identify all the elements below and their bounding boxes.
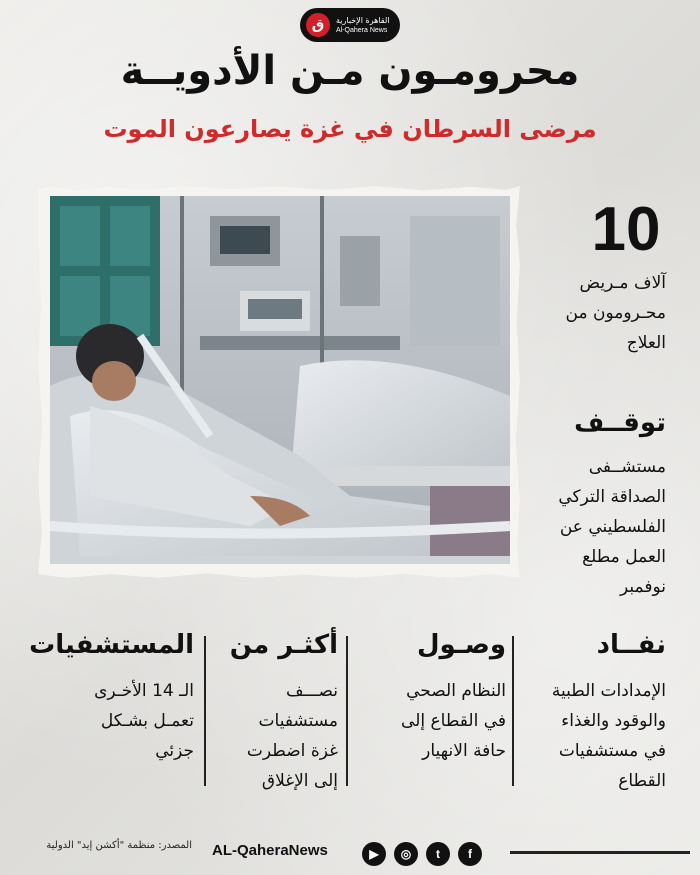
column-divider [204,636,206,786]
hospital-ward-image [50,196,510,564]
column-4-line: جزئي [155,741,194,761]
stat2-line-3: الفلسطيني عن [559,517,666,537]
column-2-line: النظام الصحي [406,681,506,701]
logo-badge-icon: ق [306,13,330,37]
logo-text [336,17,389,34]
column-3-body [188,676,338,796]
stat2-heading: توقــف [574,408,666,438]
column-1-body [516,676,666,796]
page-title: محرومـون مـن الأدويــة [120,48,580,94]
stat-big-number: 10 [591,195,661,264]
column-4-line: تعمـل بشـكل [100,711,194,731]
column-4-heading: المستشفيات [29,630,194,660]
column-divider [512,636,514,786]
stat2-line-5: نوفمبر [620,577,666,597]
page-subtitle: مرضى السرطان في غزة يصارعون الموت [103,115,597,143]
column-divider [346,636,348,786]
stat1-line-2: محـرومون من [565,303,666,323]
column-2-line: حافة الانهيار [422,741,506,761]
brand-logo [300,8,400,42]
hospital-photo [50,196,510,564]
logo-arabic: القاهرة الإخبارية [336,15,390,25]
column-4-line: الـ 14 الأخـرى [94,681,194,701]
twitter-icon[interactable]: t [426,842,450,866]
column-3-line: إلى الإغلاق [261,771,338,791]
instagram-icon[interactable]: ◎ [394,842,418,866]
column-1-line: في مستشفيات [558,741,666,761]
stat2-line-4: العمل مطلع [582,547,666,567]
column-2-heading: وصـول [416,630,506,660]
footer-brand: AL-QaheraNews [212,842,328,859]
column-1-line: القطاع [618,771,666,791]
column-3-line: مستشفيات [258,711,338,731]
column-3-heading: أكثـر من [229,630,338,660]
column-3-line: غزة اضطرت [246,741,338,761]
column-2-line: في القطاع إلى [401,711,506,731]
column-3-line: نصـــف [285,681,338,701]
social-icons [362,842,492,866]
stat1-line-1: آلاف مـريض [579,273,666,293]
logo-english: Al-Qahera News [336,26,388,34]
stat2-line-1: مستشــفى [588,457,666,477]
column-1-line: والوقود والغذاء [561,711,666,731]
source-credit: المصدر: منظمة "أكشن إيد" الدولية [46,840,192,851]
youtube-icon[interactable]: ▶ [362,842,386,866]
column-4-body [34,676,194,766]
column-1-heading: نفــاد [596,630,666,660]
facebook-icon[interactable]: f [458,842,482,866]
footer-rule [510,851,690,854]
column-2-body [356,676,506,766]
stat1-line-3: العلاج [626,333,666,353]
column-1-line: الإمدادات الطبية [551,681,666,701]
stat2-line-2: الصداقة التركي [558,487,666,507]
